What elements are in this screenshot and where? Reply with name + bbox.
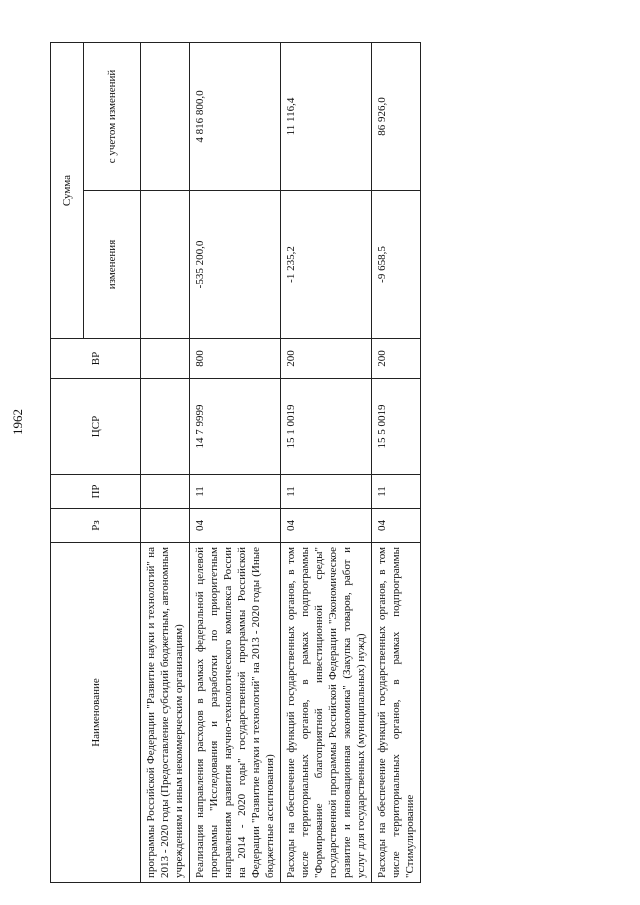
row-with-changes [141, 43, 190, 191]
row-name: программы Российской Федерации "Развитие науки и технологий" на 2013 - 2020 годы (Предоставление субсидий бюджетным, автономным учреждениям и иным некоммерческим организациям) [141, 543, 190, 883]
row-change: -1 235,2 [281, 191, 372, 339]
table-row [281, 43, 372, 883]
row-name: Реализация направления расходов в рамках федеральной целевой программы "Исследования и разработки по приоритетным направлениям развития научно-технологического комплекса России на 2014 - 2020 годы" государственной программы Российской Федерации "Развитие науки и технологий" на 2013 - 2020 годы (Иные бюджетные ассигнования) [190, 543, 281, 883]
table-row [190, 43, 281, 883]
header-name: Наименование [51, 543, 141, 883]
budget-table [50, 42, 421, 883]
header-with-changes: с учетом изменений [84, 43, 141, 191]
row-pr: 11 [281, 475, 372, 509]
row-vr: 800 [190, 339, 281, 379]
table-row [141, 43, 190, 883]
header-sum: Сумма [51, 43, 84, 339]
row-csr: 15 1 0019 [281, 379, 372, 475]
row-csr: 15 5 0019 [372, 379, 421, 475]
header-rz: Рз [51, 509, 141, 543]
row-rz: 04 [190, 509, 281, 543]
row-vr: 200 [281, 339, 372, 379]
page-number: 1962 [10, 409, 25, 435]
row-name: Расходы на обеспечение функций государственных органов, в том числе территориальных органов, в рамках подпрограммы "Формирование благоприятной инвестиционной среды" государственной программы Российской Федерации "Экономическое развитие и инновационная экономика" (Закупка товаров, работ и услуг для государственных (муниципальных) нужд) [281, 543, 372, 883]
header-vr: ВР [51, 339, 141, 379]
header-csr: ЦСР [51, 379, 141, 475]
row-csr: 14 7 9999 [190, 379, 281, 475]
row-rz: 04 [281, 509, 372, 543]
table-row [372, 43, 421, 883]
row-rz: 04 [372, 509, 421, 543]
row-name: Расходы на обеспечение функций государственных органов, в том числе территориальных органов, в рамках подпрограммы "Стимулирование [372, 543, 421, 883]
row-csr [141, 379, 190, 475]
row-vr: 200 [372, 339, 421, 379]
row-pr: 11 [372, 475, 421, 509]
table-header-row [51, 43, 84, 883]
row-rz [141, 509, 190, 543]
row-pr [141, 475, 190, 509]
row-change: -535 200,0 [190, 191, 281, 339]
header-changes: изменения [84, 191, 141, 339]
row-with-changes: 4 816 800,0 [190, 43, 281, 191]
row-pr: 11 [190, 475, 281, 509]
row-change [141, 191, 190, 339]
row-vr [141, 339, 190, 379]
header-pr: ПР [51, 475, 141, 509]
row-with-changes: 11 116,4 [281, 43, 372, 191]
row-change: -9 658,5 [372, 191, 421, 339]
row-with-changes: 86 926,0 [372, 43, 421, 191]
